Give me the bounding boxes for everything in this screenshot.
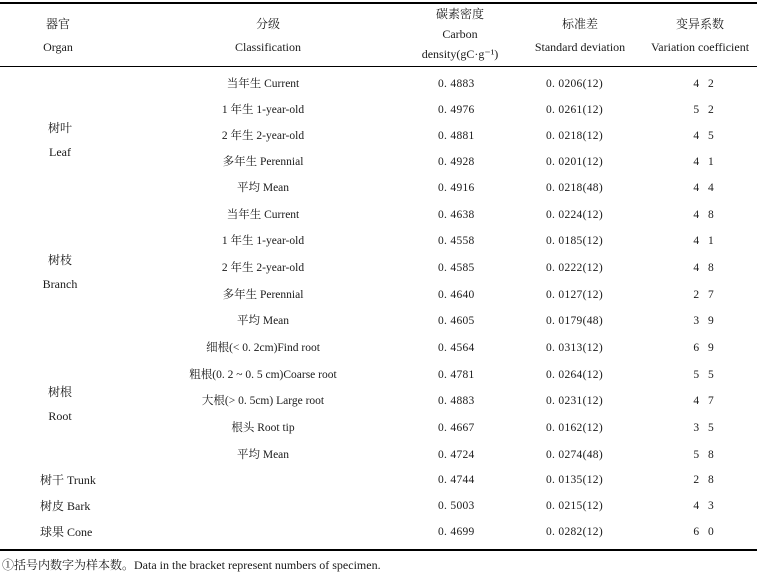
header-vc-cn: 变异系数 <box>675 17 724 31</box>
row-classification: 大根(> 0. 5cm) Large root <box>201 395 325 407</box>
row-standard-deviation: 0. 0222(12) <box>546 262 603 274</box>
header-class-cn: 分级 <box>255 17 280 31</box>
header-density-en2: density(gC·g⁻¹) <box>421 47 499 61</box>
row-carbon-density: 0. 4883 <box>438 395 475 407</box>
header-organ <box>18 13 98 59</box>
footnote: ①括号内数字为样本数。Data in the bracket represent numbers of specimen. <box>2 558 381 572</box>
row-variation-coefficient: 5 5 <box>693 369 717 381</box>
row-classification: 多年生 Perennial <box>222 156 304 168</box>
row-carbon-density: 0. 4699 <box>438 526 475 538</box>
rule-bottom <box>0 549 757 551</box>
row-variation-coefficient: 2 8 <box>693 474 717 486</box>
row-standard-deviation: 0. 0215(12) <box>546 500 603 512</box>
organ-root <box>0 380 120 428</box>
row-classification: 1 年生 1-year-old <box>221 235 305 247</box>
row-standard-deviation: 0. 0313(12) <box>546 342 603 354</box>
header-organ-en: Organ <box>43 40 73 54</box>
header-sd <box>525 13 635 59</box>
row-variation-coefficient: 5 2 <box>693 104 717 116</box>
row-carbon-density: 0. 4744 <box>438 474 475 486</box>
row-classification: 2 年生 2-year-old <box>221 262 305 274</box>
row-carbon-density: 0. 4558 <box>438 235 475 247</box>
row-variation-coefficient: 4 2 <box>693 78 717 90</box>
row-variation-coefficient: 4 7 <box>693 395 717 407</box>
row-variation-coefficient: 4 5 <box>693 130 717 142</box>
organ-branch <box>0 248 120 296</box>
rule-header <box>0 66 757 67</box>
header-density-cn: 碳素密度 <box>435 7 484 21</box>
row-carbon-density: 0. 4881 <box>438 130 475 142</box>
organ-root-cn: 树根 <box>47 385 72 399</box>
row-carbon-density: 0. 4883 <box>438 78 475 90</box>
row-standard-deviation: 0. 0185(12) <box>546 235 603 247</box>
row-variation-coefficient: 3 5 <box>693 422 717 434</box>
row-standard-deviation: 0. 0179(48) <box>546 315 603 327</box>
row-standard-deviation: 0. 0231(12) <box>546 395 603 407</box>
row-variation-coefficient: 4 1 <box>693 235 717 247</box>
row-variation-coefficient: 4 3 <box>693 500 717 512</box>
row-carbon-density: 0. 4564 <box>438 342 475 354</box>
organ-leaf-cn: 树叶 <box>47 121 72 135</box>
row-standard-deviation: 0. 0162(12) <box>546 422 603 434</box>
row-standard-deviation: 0. 0127(12) <box>546 289 603 301</box>
row-carbon-density: 0. 4667 <box>438 422 475 434</box>
organ-branch-cn: 树枝 <box>47 253 72 267</box>
header-vc <box>640 13 760 59</box>
row-standard-deviation: 0. 0135(12) <box>546 474 603 486</box>
header-class-en: Classification <box>235 40 301 54</box>
row-carbon-density: 0. 4781 <box>438 369 475 381</box>
row-standard-deviation: 0. 0218(12) <box>546 130 603 142</box>
row-standard-deviation: 0. 0282(12) <box>546 526 603 538</box>
row-classification: 平均 Mean <box>236 182 290 194</box>
row-standard-deviation: 0. 0218(48) <box>546 182 603 194</box>
organ-leaf-en: Leaf <box>49 145 71 159</box>
row-organ: 球果 Cone <box>40 525 93 539</box>
header-density <box>400 4 520 64</box>
row-carbon-density: 0. 4916 <box>438 182 475 194</box>
header-classification <box>208 13 328 59</box>
row-variation-coefficient: 4 8 <box>693 209 717 221</box>
row-carbon-density: 0. 4640 <box>438 289 475 301</box>
row-standard-deviation: 0. 0224(12) <box>546 209 603 221</box>
row-variation-coefficient: 4 4 <box>693 182 717 194</box>
row-variation-coefficient: 6 9 <box>693 342 717 354</box>
row-carbon-density: 0. 4585 <box>438 262 475 274</box>
row-classification: 多年生 Perennial <box>222 289 304 301</box>
row-organ: 树干 Trunk <box>40 473 96 487</box>
row-standard-deviation: 0. 0264(12) <box>546 369 603 381</box>
row-classification: 细根(< 0. 2cm)Find root <box>206 342 320 354</box>
row-variation-coefficient: 5 8 <box>693 449 717 461</box>
organ-branch-en: Branch <box>42 277 78 291</box>
row-carbon-density: 0. 4976 <box>438 104 475 116</box>
row-classification: 根头 Root tip <box>231 422 295 434</box>
row-variation-coefficient: 3 9 <box>693 315 717 327</box>
row-standard-deviation: 0. 0201(12) <box>546 156 603 168</box>
header-vc-en: Variation coefficient <box>650 40 750 54</box>
row-organ: 树皮 Bark <box>40 499 91 513</box>
header-density-en1: Carbon <box>442 27 478 41</box>
row-classification: 平均 Mean <box>236 449 290 461</box>
header-sd-cn: 标准差 <box>561 17 598 31</box>
row-classification: 2 年生 2-year-old <box>221 130 305 142</box>
header-sd-en: Standard deviation <box>534 40 626 54</box>
row-carbon-density: 0. 4638 <box>438 209 475 221</box>
row-carbon-density: 0. 4724 <box>438 449 475 461</box>
row-classification: 当年生 Current <box>226 78 300 90</box>
header-organ-cn: 器官 <box>45 17 70 31</box>
organ-leaf <box>0 116 120 164</box>
row-classification: 当年生 Current <box>226 209 300 221</box>
row-classification: 粗根(0. 2 ~ 0. 5 cm)Coarse root <box>189 369 337 381</box>
row-standard-deviation: 0. 0274(48) <box>546 449 603 461</box>
row-variation-coefficient: 2 7 <box>693 289 717 301</box>
rule-top <box>0 2 757 4</box>
row-variation-coefficient: 6 0 <box>693 526 717 538</box>
row-classification: 1 年生 1-year-old <box>221 104 305 116</box>
row-standard-deviation: 0. 0206(12) <box>546 78 603 90</box>
organ-root-en: Root <box>48 409 72 423</box>
row-carbon-density: 0. 4928 <box>438 156 475 168</box>
row-variation-coefficient: 4 8 <box>693 262 717 274</box>
row-standard-deviation: 0. 0261(12) <box>546 104 603 116</box>
row-variation-coefficient: 4 1 <box>693 156 717 168</box>
row-classification: 平均 Mean <box>236 315 290 327</box>
row-carbon-density: 0. 5003 <box>438 500 475 512</box>
row-carbon-density: 0. 4605 <box>438 315 475 327</box>
